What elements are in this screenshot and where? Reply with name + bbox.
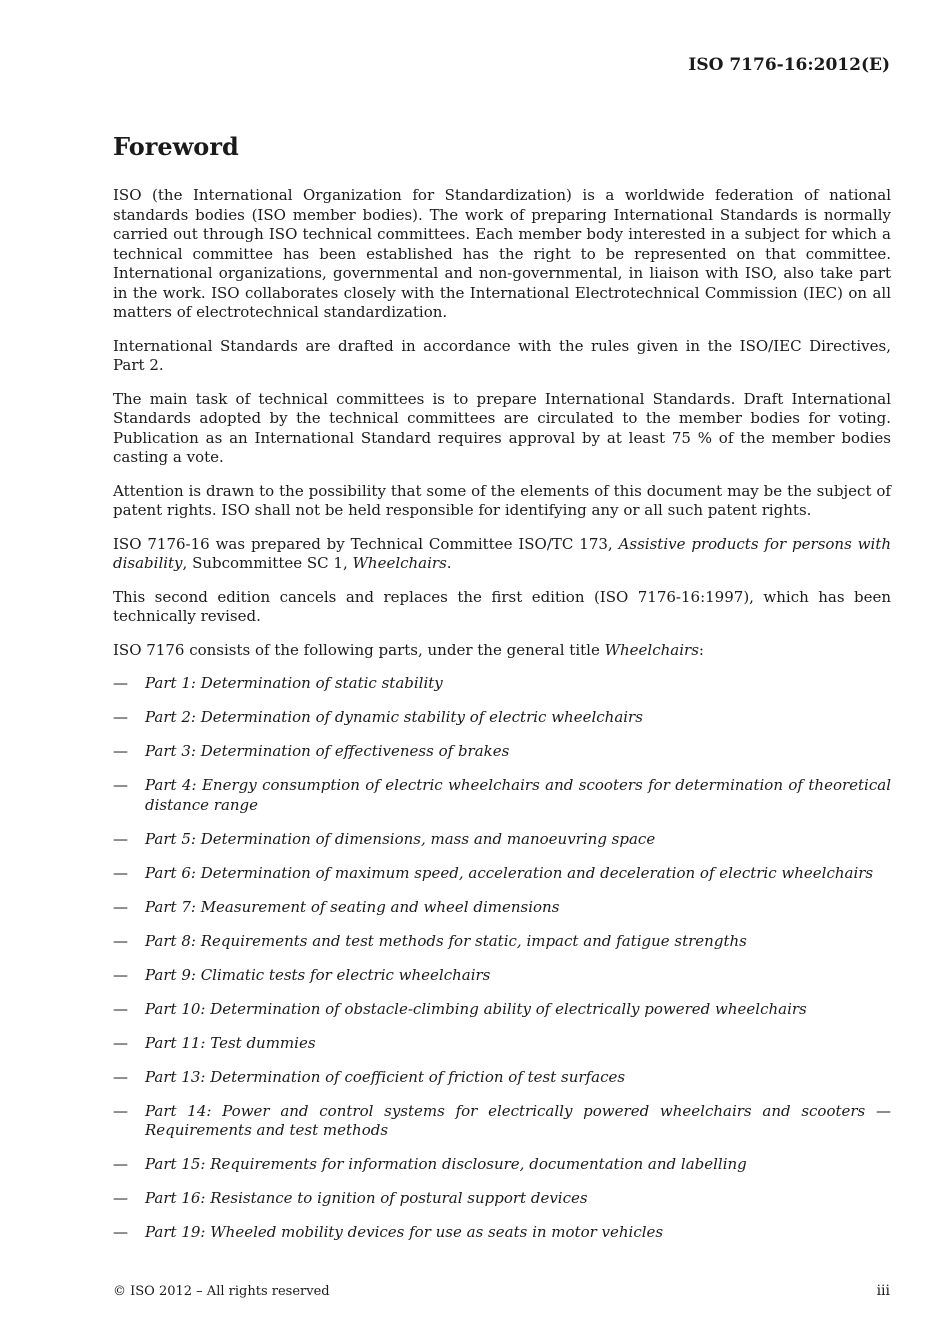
committee-title: Assistive products for persons with disability [113,534,892,572]
dash-marker: — [113,829,128,848]
dash-marker: — [113,1223,128,1241]
dash-marker: — [113,965,128,984]
part-title: Part 4: Energy consumption of electric wheelchairs and scooters for determination of theoretical distance range [145,776,891,814]
document-id: ISO 7176-16:2012(E) [688,55,890,75]
part-title: Part 8: Requirements and test methods for static, impact and fatigue strengths [145,931,747,950]
list-item [113,1034,891,1054]
part-title: Part 7: Measurement of seating and wheel dimensions [145,897,560,916]
prepared-text-e: . [446,554,452,572]
dash-marker: — [113,1033,128,1052]
copyright-notice: © ISO 2012 – All rights reserved [113,1284,330,1299]
general-title: Wheelchairs [604,640,699,659]
dash-marker: — [113,742,128,760]
part-title: Part 19: Wheeled mobility devices for use as seats in motor vehicles [145,1223,664,1241]
list-item [113,1068,891,1088]
paragraph-parts-intro [113,641,891,661]
part-title: Part 6: Determination of maximum speed, acceleration and deceleration of electric wheelchairs [145,863,874,882]
list-item [113,898,891,918]
dash-marker: — [113,999,128,1018]
page-number: iii [876,1283,890,1299]
part-title: Part 2: Determination of dynamic stability of electric wheelchairs [145,708,643,726]
paragraph-patent: Attention is drawn to the possibility that some of the elements of this document may be the subject of patent rights. ISO shall not be held responsible for identifying any or all such patent rights. [113,481,891,519]
dash-marker: — [113,931,128,950]
dash-marker: — [113,708,128,726]
list-item [113,830,891,850]
part-title: Part 14: Power and control systems for electrically powered wheelchairs and scooters — Requirements and test methods [145,1101,891,1139]
parts-intro-a: ISO 7176 consists of the following parts, under the general title [113,640,605,659]
list-item [113,776,891,815]
dash-marker: — [113,1189,128,1207]
dash-marker: — [113,863,128,882]
prepared-text-a: ISO 7176-16 was prepared by Technical Committee ISO/TC 173, [113,534,619,553]
part-title: Part 10: Determination of obstacle-climbing ability of electrically powered wheelchairs [145,999,807,1018]
paragraph-prepared-by [113,535,891,574]
dash-marker: — [113,1067,128,1086]
part-title: Part 16: Resistance to ignition of postural support devices [145,1189,588,1207]
list-item [113,1155,891,1175]
paragraph-directives: International Standards are drafted in accordance with the rules given in the ISO/IEC Directives, Part 2. [113,336,891,374]
list-item [113,1102,891,1141]
list-item [113,674,891,694]
paragraph-committees: The main task of technical committees is to prepare International Standards. Draft International Standards adopted by the technical committees are circulated to the member bodies for voting. Publication as an International Standard requires approval by at least 75 % of the member bodies casting a vote. [113,389,891,466]
list-item [113,1223,891,1243]
part-title: Part 11: Test dummies [145,1033,316,1052]
list-item [113,932,891,952]
part-title: Part 9: Climatic tests for electric wheelchairs [145,965,491,984]
list-item [113,1000,891,1020]
list-item [113,742,891,762]
list-item [113,1189,891,1209]
page-title: Foreword [113,132,239,161]
parts-intro-c: : [698,640,704,659]
subcommittee-title: Wheelchairs [352,554,447,572]
dash-marker: — [113,776,128,794]
dash-marker: — [113,897,128,916]
paragraph-edition: This second edition cancels and replaces the first edition (ISO 7176-16:1997), which has been technically revised. [113,587,891,625]
dash-marker: — [113,1155,128,1173]
foreword-body [113,186,891,1257]
dash-marker: — [113,1101,128,1120]
part-title: Part 13: Determination of coefficient of friction of test surfaces [145,1067,626,1086]
list-item [113,708,891,728]
part-title: Part 5: Determination of dimensions, mass and manoeuvring space [145,829,656,848]
list-item [113,864,891,884]
part-title: Part 3: Determination of effectiveness of brakes [145,742,510,760]
paragraph-iso-intro: ISO (the International Organization for Standardization) is a worldwide federation of national standards bodies (ISO member bodies). The work of preparing International Standards is normally carried out through ISO technical committees. Each member body interested in a subject for which a technical committee has been established has the right to be represented on that committee. International organizations, governmental and non-governmental, in liaison with ISO, also take part in the work. ISO collaborates closely with the International Electrotechnical Commission (IEC) on all matters of electrotechnical standardization. [113,186,891,321]
part-title: Part 1: Determination of static stability [145,674,443,692]
parts-list [113,674,891,1243]
prepared-text-c: , Subcommittee SC 1, [182,554,353,572]
part-title: Part 15: Requirements for information disclosure, documentation and labelling [145,1155,747,1173]
dash-marker: — [113,674,128,692]
list-item [113,966,891,986]
